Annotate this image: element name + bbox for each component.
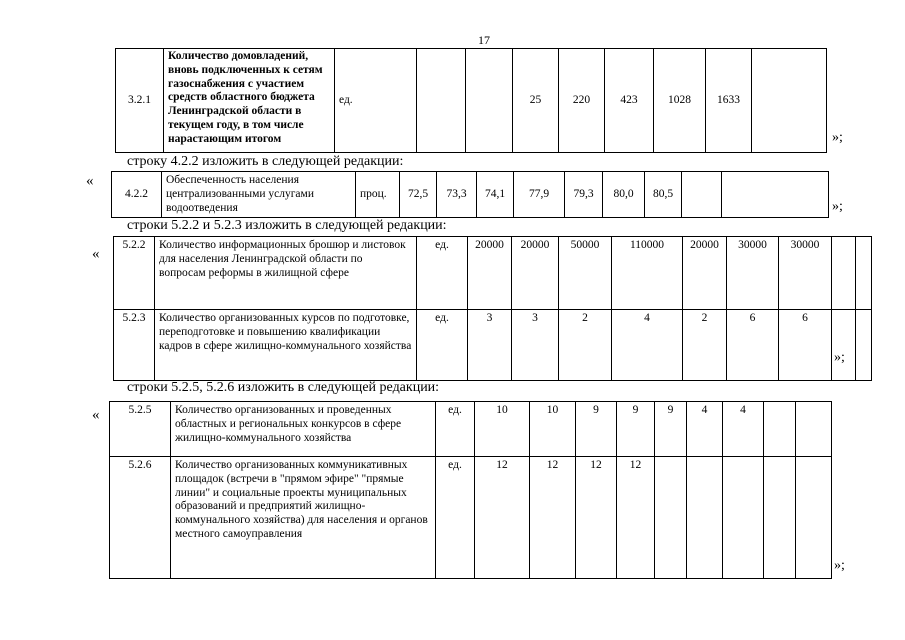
value-cell: 12 [475,457,530,579]
value-cell [764,457,796,579]
table-row-4-2-2 [111,171,829,218]
value-cell: 50000 [559,237,612,310]
row-indicator-name: Обеспеченность населения централизованными услугами водоотведения [162,172,356,218]
opening-quote: « [92,246,100,262]
row-indicator-name: Количество организованных и проведенных областных и региональных конкурсов в сфере жилищно-коммунального хозяйства [171,402,436,457]
value-cell: 20000 [512,237,559,310]
value-cell: 110000 [612,237,683,310]
row-number: 5.2.5 [110,402,171,457]
page-number: 17 [478,33,490,47]
value-cell: 80,0 [603,172,645,218]
value-cell: 12 [576,457,617,579]
value-cell: 12 [617,457,655,579]
value-cell: 74,1 [477,172,514,218]
row-indicator-name: Количество информационных брошюр и листовок для населения Ленинградской области по вопросам реформы в жилищной сфере [155,237,417,310]
value-cell [723,457,764,579]
row-indicator-name: Количество организованных курсов по подготовке, переподготовке и повышению квалификации кадров в сфере жилищно-коммунального хозяйства [155,310,417,381]
value-cell [832,310,856,381]
value-cell [417,49,466,153]
value-cell: 20000 [683,237,727,310]
closing-quote: »; [834,558,845,573]
opening-quote: « [92,407,100,423]
value-cell [832,237,856,310]
value-cell: 1633 [706,49,752,153]
row-number: 3.2.1 [116,49,164,153]
value-cell [856,310,872,381]
row-unit: ед. [417,237,468,310]
value-cell [752,49,827,153]
value-cell: 80,5 [645,172,682,218]
value-cell: 220 [559,49,605,153]
value-cell: 4 [723,402,764,457]
table-rows-5-2-2-5-2-3 [113,236,872,381]
value-cell: 9 [655,402,687,457]
instruction-text: строки 5.2.2 и 5.2.3 изложить в следующей редакции: [127,218,447,233]
row-indicator-name: Количество организованных коммуникативных площадок (встречи в "прямом эфире" "прямые линии" и социальные проекты муниципальных образований и предприятий жилищно-коммунального хозяйства) для населения и органов местного самоуправления [171,457,436,579]
value-cell: 25 [513,49,559,153]
row-unit: ед. [436,402,475,457]
row-number: 4.2.2 [112,172,162,218]
value-cell: 6 [727,310,779,381]
closing-quote: »; [832,130,843,145]
value-cell: 72,5 [400,172,437,218]
row-number: 5.2.6 [110,457,171,579]
value-cell [856,237,872,310]
table-rows-5-2-5-5-2-6 [109,401,832,579]
value-cell: 2 [559,310,612,381]
value-cell [682,172,722,218]
value-cell: 6 [779,310,832,381]
value-cell: 79,3 [565,172,603,218]
value-cell: 3 [512,310,559,381]
row-indicator-name: Количество домовладений, вновь подключенных к сетям газоснабжения с участием средств областного бюджета Ленинградской области в текущем году, в том числе нарастающим итогом [164,49,335,153]
value-cell: 3 [468,310,512,381]
value-cell [796,402,832,457]
value-cell [722,172,829,218]
row-unit: ед. [335,49,417,153]
value-cell: 73,3 [437,172,477,218]
value-cell [796,457,832,579]
value-cell: 10 [530,402,576,457]
row-unit: ед. [436,457,475,579]
value-cell: 4 [612,310,683,381]
value-cell [687,457,723,579]
value-cell: 30000 [779,237,832,310]
value-cell: 10 [475,402,530,457]
row-unit: проц. [356,172,400,218]
table-row-3-2-1 [115,48,827,153]
closing-quote: »; [834,350,845,365]
value-cell: 20000 [468,237,512,310]
closing-quote: »; [832,199,843,214]
value-cell: 423 [605,49,654,153]
value-cell: 4 [687,402,723,457]
opening-quote: « [86,173,94,189]
instruction-text: строки 5.2.5, 5.2.6 изложить в следующей редакции: [127,380,440,395]
value-cell [466,49,513,153]
instruction-text: строку 4.2.2 изложить в следующей редакции: [127,154,404,169]
row-number: 5.2.2 [114,237,155,310]
value-cell: 9 [617,402,655,457]
value-cell [764,402,796,457]
value-cell: 9 [576,402,617,457]
value-cell: 2 [683,310,727,381]
value-cell: 77,9 [514,172,565,218]
value-cell: 1028 [654,49,706,153]
row-number: 5.2.3 [114,310,155,381]
value-cell: 30000 [727,237,779,310]
row-unit: ед. [417,310,468,381]
value-cell: 12 [530,457,576,579]
value-cell [655,457,687,579]
